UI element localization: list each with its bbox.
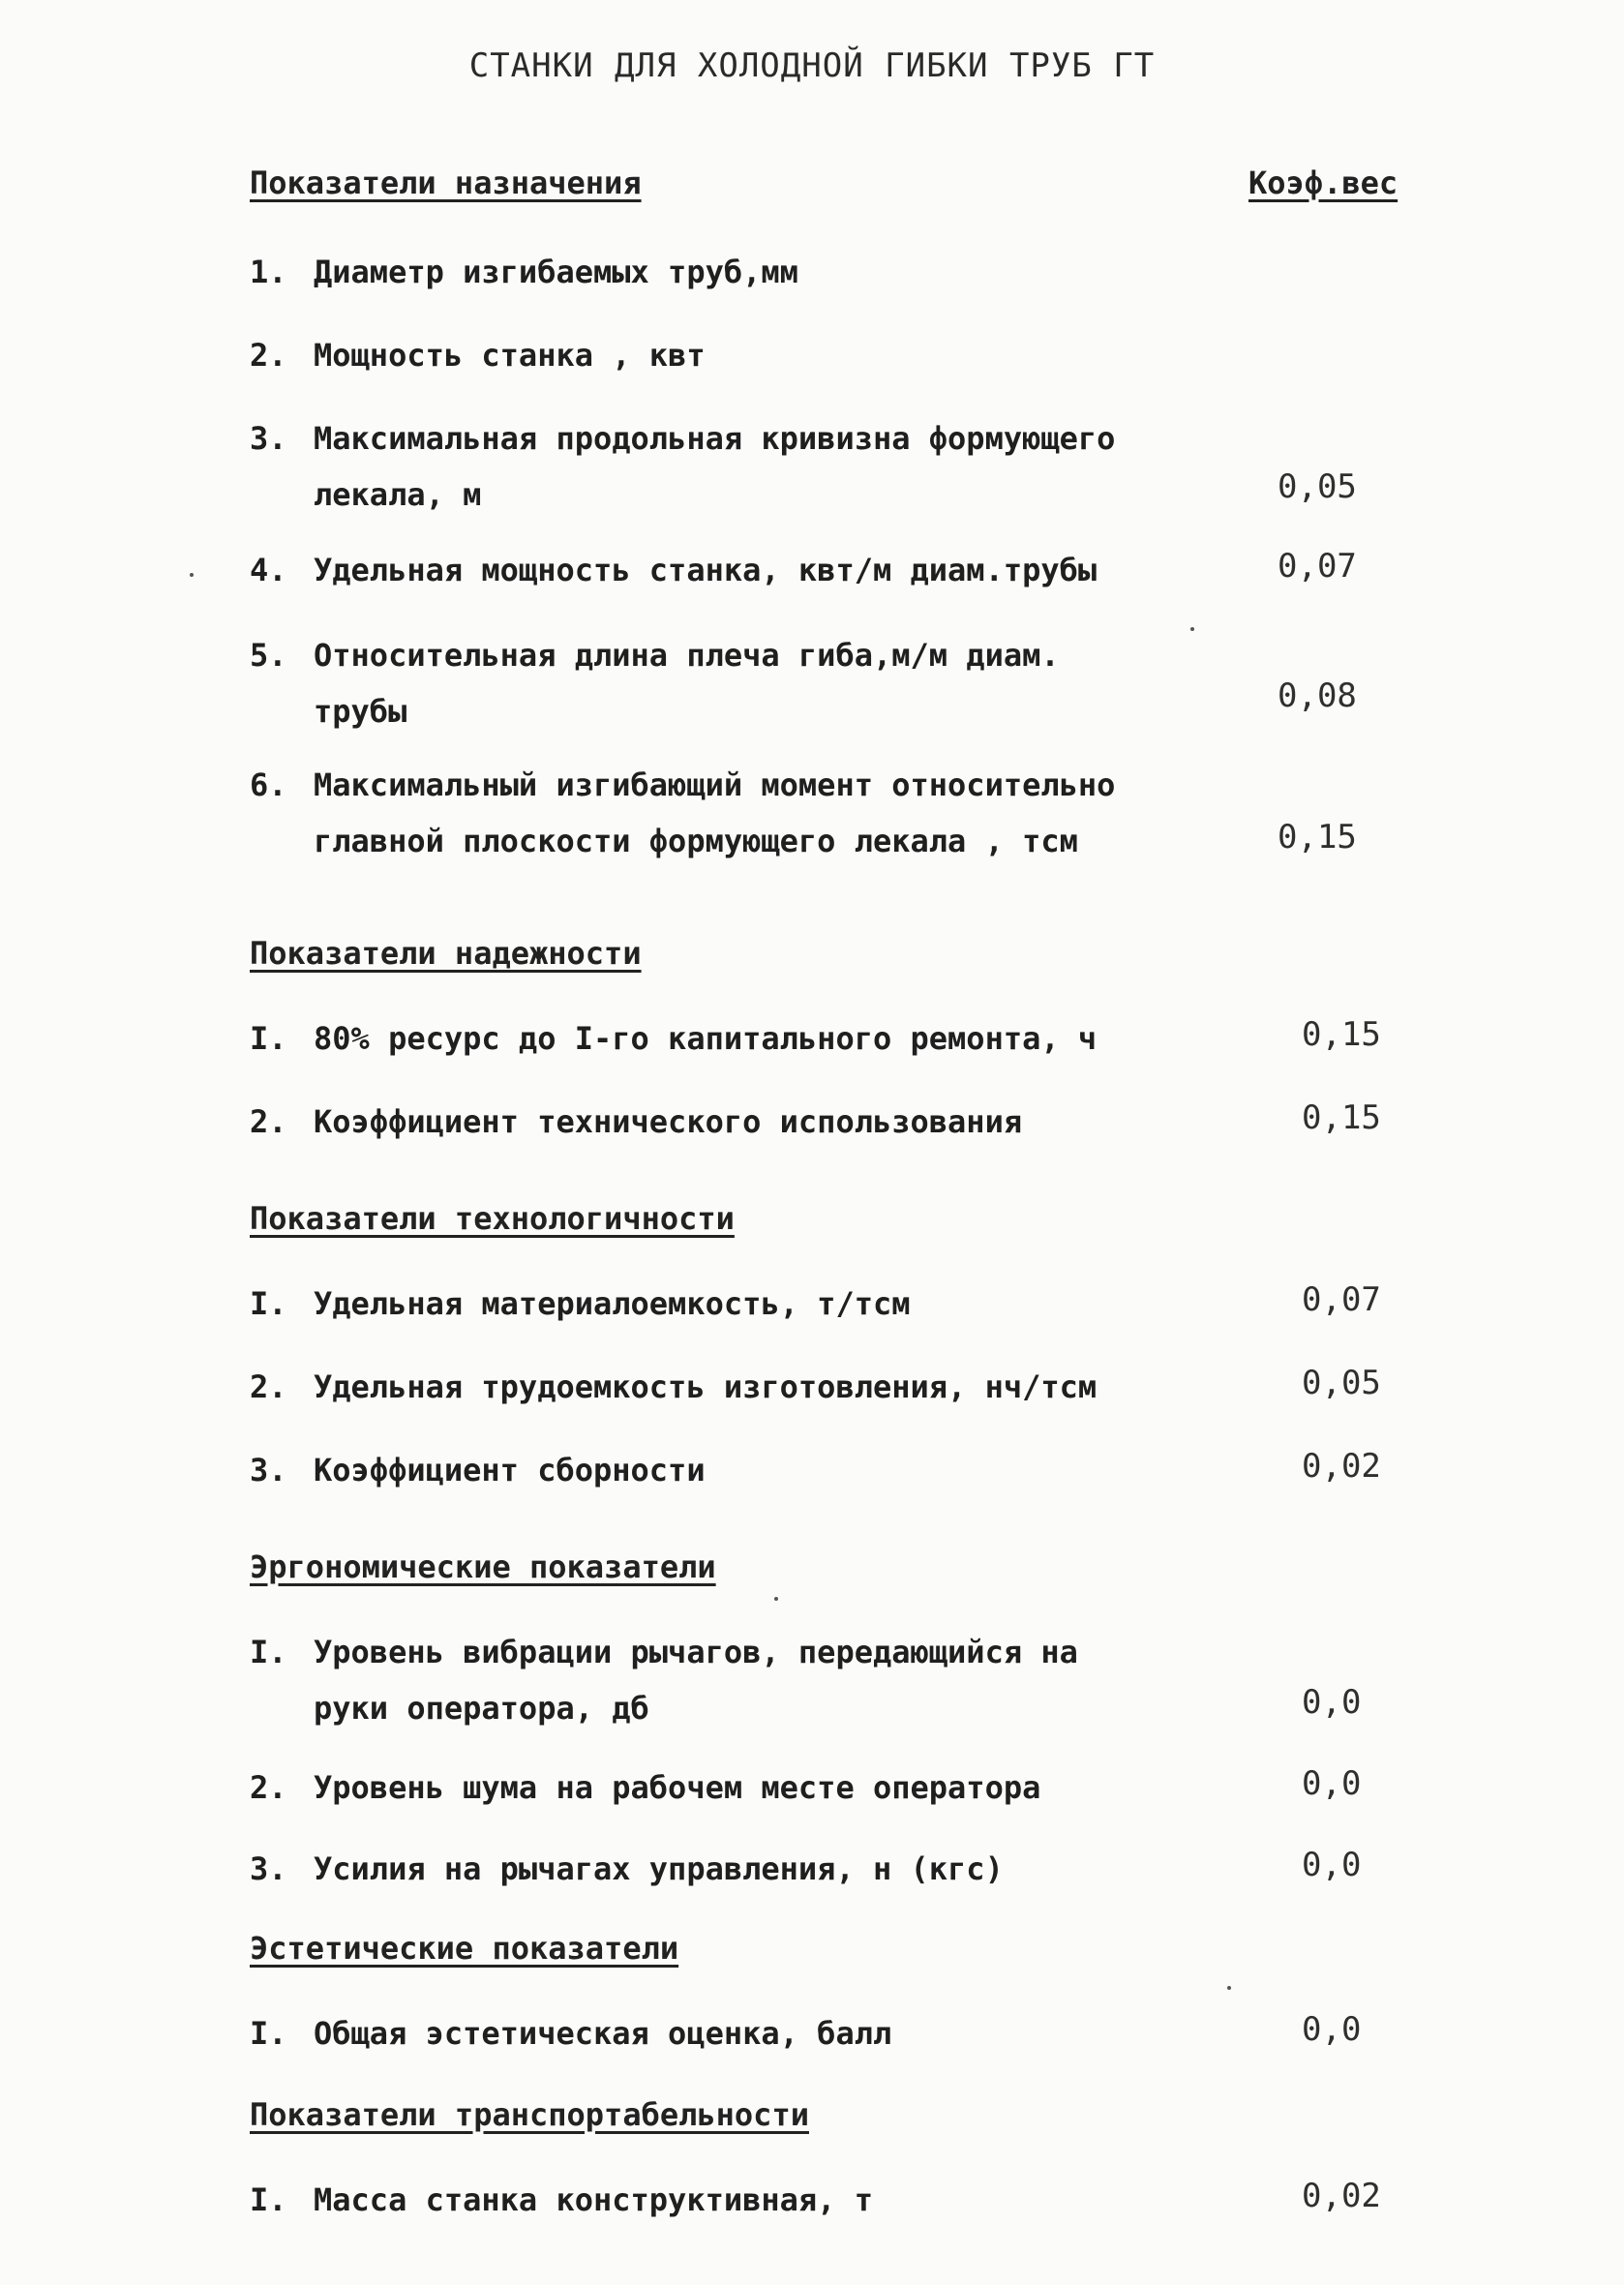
item-text: Удельная трудоемкость изготовления, нч/тсм: [314, 1368, 1098, 1405]
page-title: СТАНКИ ДЛЯ ХОЛОДНОЙ ГИБКИ ТРУБ ГТ: [468, 46, 1156, 85]
list-item: [250, 327, 1218, 383]
item-number: 3.: [250, 1850, 287, 1887]
item-number: 5.: [250, 637, 287, 674]
weight-value: 0,05: [1278, 467, 1357, 506]
weight-value: 0,05: [1302, 1364, 1381, 1402]
list-item: [250, 542, 1218, 598]
item-text: Усилия на рычагах управления, н (кгс): [314, 1850, 1004, 1887]
item-text: 80% ресурс до I-го капитального ремонта, ч: [314, 1020, 1098, 1057]
item-text: Диаметр изгибаемых труб,мм: [314, 254, 798, 290]
item-text: Мощность станка , квт: [314, 337, 706, 374]
item-number: 2.: [250, 1103, 287, 1140]
weight-value: 0,15: [1278, 818, 1357, 857]
weight-value: 0,07: [1302, 1280, 1381, 1319]
list-item: [250, 627, 1218, 739]
section-heading: Эстетические показатели: [250, 1930, 679, 1967]
item-number: I.: [250, 1285, 287, 1322]
item-text: Максимальный изгибающий момент относительно: [314, 767, 1116, 803]
column-header-weight: Коэф.вес: [1248, 165, 1398, 201]
list-item: [250, 410, 1218, 523]
item-number: 4.: [250, 552, 287, 588]
item-number: 3.: [250, 420, 287, 457]
item-number: I.: [250, 1634, 287, 1670]
list-item: [250, 1010, 1218, 1067]
item-number: I.: [250, 2015, 287, 2052]
list-item: [250, 1276, 1218, 1332]
list-item: [250, 2172, 1218, 2228]
section-heading: Показатели технологичности: [250, 1200, 735, 1237]
list-item: [250, 1624, 1218, 1736]
item-text-continued: руки оператора, дб: [314, 1690, 649, 1727]
weight-value: 0,07: [1278, 547, 1357, 586]
item-text: Уровень вибрации рычагов, передающийся на: [314, 1634, 1078, 1670]
section-heading: Показатели транспортабельности: [250, 2096, 809, 2133]
weight-value: 0,02: [1302, 1447, 1381, 1486]
item-text-continued: лекала, м: [314, 476, 482, 513]
section-heading: Показатели надежности: [250, 935, 642, 972]
list-item: [250, 1094, 1218, 1150]
item-text: Общая эстетическая оценка, балл: [314, 2015, 892, 2052]
section-heading: Показатели назначения: [250, 165, 642, 201]
list-item: [250, 244, 1218, 300]
list-item: [250, 2005, 1218, 2061]
weight-value: 0,0: [1302, 1683, 1362, 1722]
list-item: [250, 1359, 1218, 1415]
weight-value: 0,02: [1302, 2177, 1381, 2215]
item-number: 3.: [250, 1452, 287, 1488]
weight-value: 0,15: [1302, 1098, 1381, 1137]
item-text: Уровень шума на рабочем месте оператора: [314, 1769, 1041, 1806]
item-text: Относительная длина плеча гиба,м/м диам.: [314, 637, 1060, 674]
item-text: Масса станка конструктивная, т: [314, 2181, 873, 2218]
item-text: Удельная материалоемкость, т/тсм: [314, 1285, 911, 1322]
scan-speck: [190, 573, 194, 577]
item-number: 1.: [250, 254, 287, 290]
list-item: [250, 757, 1218, 869]
item-number: 6.: [250, 767, 287, 803]
weight-value: 0,0: [1302, 1846, 1362, 1884]
weight-value: 0,08: [1278, 676, 1357, 715]
item-number: 2.: [250, 1368, 287, 1405]
section-heading: Эргономические показатели: [250, 1548, 716, 1585]
list-item: [250, 1442, 1218, 1498]
weight-value: 0,0: [1302, 2010, 1362, 2049]
item-text: Коэффициент технического использования: [314, 1103, 1023, 1140]
item-text: Коэффициент сборности: [314, 1452, 706, 1488]
scan-speck: [1190, 627, 1194, 631]
item-number: 2.: [250, 1769, 287, 1806]
item-number: I.: [250, 1020, 287, 1057]
item-text: Максимальная продольная кривизна формующего: [314, 420, 1116, 457]
weight-value: 0,0: [1302, 1764, 1362, 1803]
item-number: I.: [250, 2181, 287, 2218]
list-item: [250, 1841, 1218, 1897]
item-text: Удельная мощность станка, квт/м диам.трубы: [314, 552, 1098, 588]
scan-speck: [1227, 1986, 1231, 1990]
item-text-continued: трубы: [314, 693, 407, 730]
weight-value: 0,15: [1302, 1015, 1381, 1054]
scan-speck: [774, 1597, 778, 1601]
item-number: 2.: [250, 337, 287, 374]
list-item: [250, 1759, 1218, 1816]
item-text-continued: главной плоскости формующего лекала , тсм: [314, 823, 1078, 859]
